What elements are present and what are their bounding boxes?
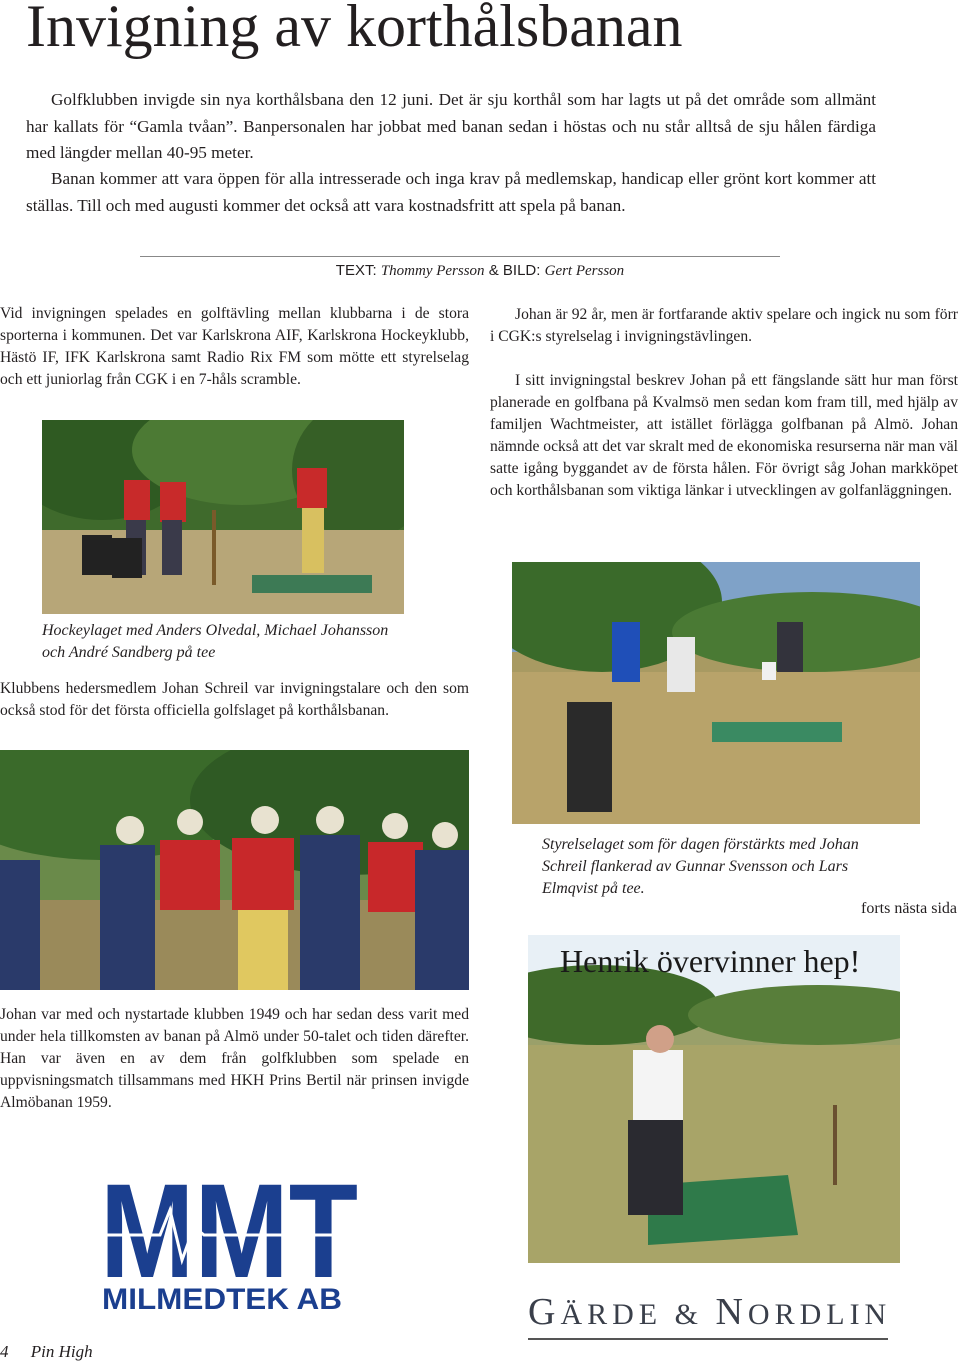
mmt-milmedtek-logo — [100, 1165, 358, 1313]
photo-crowd — [0, 750, 469, 990]
publication-name: Pin High — [30, 1342, 93, 1361]
byline-author: Thommy Persson — [380, 263, 485, 279]
credit-divider — [140, 256, 780, 257]
page-number: 4 — [0, 1342, 9, 1361]
garde-nordlin-logo — [528, 1290, 892, 1340]
byline-ampersand: & — [488, 262, 499, 279]
intro-paragraph-2: Banan kommer att vara öppen för alla intresserade och inga krav på medlemskap, handicap eller grönt kort kommer att ställas. Till och med augusti kommer det också att vara kostnadsfritt att spela på banan. — [26, 169, 876, 215]
byline-photo-label: BILD: — [502, 262, 541, 279]
byline-photographer: Gert Persson — [544, 263, 625, 279]
article-title: Invigning av korthålsbanan — [26, 0, 683, 59]
left-paragraph-3: Johan var med och nystartade klubben 1949 och har sedan dess varit med under hela tillkomsten av banan på Almö under 50-talet och tiden därefter. Han var även en av dem från golfklubben som spelade en uppvisningsmatch tillsammans med HKH Prins Bertil när prinsen invigde Almöbanan 1959. — [0, 1006, 469, 1111]
ad-photo-henrik — [528, 935, 900, 1263]
continued-note: forts nästa sida — [861, 900, 957, 917]
byline-text-label: TEXT: — [335, 262, 377, 279]
photo-hockey-team — [42, 420, 404, 614]
mmt-letters: MMT — [100, 1165, 358, 1306]
photo-caption-hockey: Hockeylaget med Anders Olvedal, Michael Johansson och André Sandberg på tee — [42, 622, 389, 661]
left-paragraph-2: Klubbens hedersmedlem Johan Schreil var invigningstalare och den som också stod för det första officiella golfslaget på korthålsbanan. — [0, 680, 469, 719]
byline — [140, 262, 820, 280]
photo-caption-board: Styrelselaget som för dagen förstärkts med Johan Schreil flankerad av Gunnar Svensson och Lars Elmqvist på tee. — [542, 836, 859, 897]
right-paragraph-2: I sitt invigningstal beskrev Johan på ett fängslande sätt hur man först planerade en golfbana på Kvalmsö men sedan kom fram till, med hjälp av familjen Wachtmeister, att istället förlägga golfbanan på Almö. Johan nämnde också att det var skralt med de ekonomiska resurserna när man väl satte igång byggandet av de första hålen. För övrigt såg Johan markköpet och korthålsbanan som viktiga länkar i utvecklingen av golfanläggningen. — [490, 372, 958, 499]
intro-paragraph-1: Golfklubben invigde sin nya korthålsbana den 12 juni. Det är sju korthål som har lagts ut på det område som allmänt har kallats för “Gamla tvåan”. Banpersonalen har jobbat med banan sedan i höstas och nu står alltså de sju hålen färdiga med längder mellan 40-95 meter. — [26, 90, 876, 162]
page-footer — [0, 1342, 93, 1362]
photo-board-team — [512, 562, 920, 824]
ad-headline: Henrik övervinner hep! — [560, 943, 861, 979]
garde-nordlin-logo-text: GÄRDE & NORDLIN — [528, 1291, 892, 1333]
left-paragraph-1: Vid invigningen spelades en golftävling mellan klubbarna i de stora sporterna i kommunen. Det var Karlskrona AIF, Karlskrona Hockeyklubb, Hästö IF, IFK Karlskrona samt Radio Rix FM som mötte ett styrelselag och ett juniorlag från CGK i en 7-håls scramble. — [0, 305, 469, 388]
mmt-company-name: MILMEDTEK AB — [102, 1283, 342, 1313]
right-paragraph-1: Johan är 92 år, men är fortfarande aktiv spelare och ingick nu som förr i CGK:s styrelselag i invigningstävlingen. — [490, 306, 958, 345]
